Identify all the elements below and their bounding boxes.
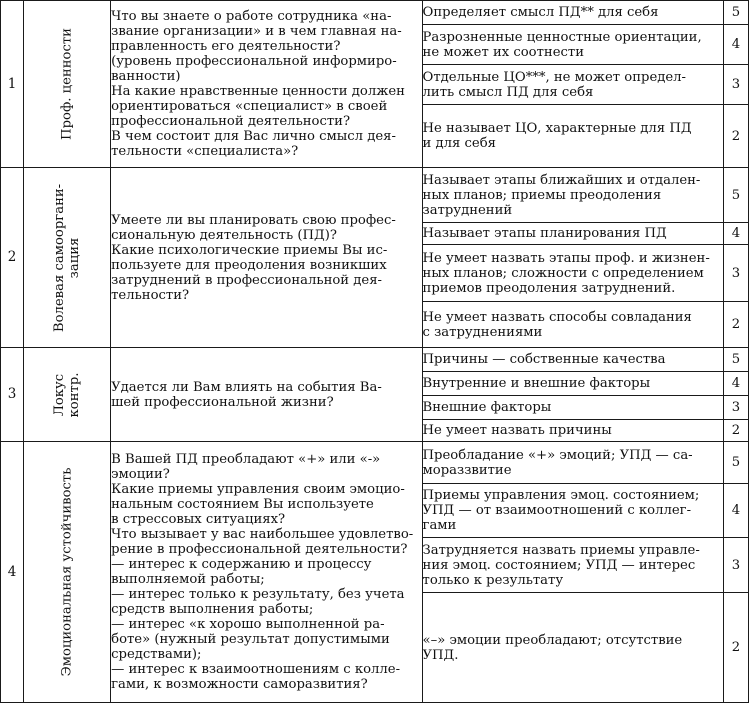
question-line: правленность его деятельности? — [111, 39, 341, 54]
question-line: (уровень профессиональной информиро- — [111, 54, 397, 69]
score-cell: 4 — [723, 372, 748, 396]
table-row — [1, 442, 749, 484]
criterion-cell — [422, 105, 723, 168]
question-line: рение в профессиональной деятельности? — [111, 542, 408, 557]
question-line: эмоции? — [111, 467, 170, 482]
criterion-line: Внутренние и внешние факторы — [422, 376, 651, 391]
criterion-line: только к результату — [422, 572, 564, 588]
section-title-line: Эмоциональная устойчивость — [59, 467, 75, 677]
criterion-line: ния эмоц. состоянием; УПД — интерес — [422, 557, 696, 573]
criterion-line: и для себя — [422, 136, 496, 151]
section-number: 3 — [1, 348, 24, 442]
criterion-cell — [422, 25, 723, 65]
question-line: в стрессовых ситуациях? — [111, 512, 286, 527]
section-questions — [111, 1, 422, 168]
criterion-line: Внешние факторы — [422, 400, 552, 415]
criterion-line: с затруднениями — [422, 324, 543, 340]
question-line: — интерес к содержанию и процессу — [111, 557, 372, 572]
score-cell: 5 — [723, 1, 748, 25]
question-line: — интерес к взаимоотношениям с колле- — [111, 662, 401, 677]
criterion-line: лить смысл ПД для себя — [422, 84, 594, 100]
section-title-line: контр. — [67, 372, 83, 417]
criterion-cell — [422, 593, 723, 703]
table-row — [1, 168, 749, 223]
question-line: тельности? — [111, 287, 190, 303]
score-cell: 2 — [723, 593, 748, 703]
score-cell: 3 — [723, 538, 748, 593]
question-line: Умеете ли вы планировать свою профес- — [111, 212, 396, 228]
score-cell: 2 — [723, 105, 748, 168]
question-line: Что вы знаете о работе сотрудника «на- — [111, 9, 392, 24]
criterion-line: приемов преодоления затруднений. — [422, 280, 676, 296]
question-line: Какие приемы управления своим эмоцио- — [111, 482, 405, 497]
criterion-line: УПД — от взаимоотношений с коллег- — [422, 503, 692, 518]
section-title — [24, 442, 111, 703]
criterion-cell — [422, 65, 723, 105]
question-line: В Вашей ПД преобладают «+» или «-» — [111, 452, 381, 467]
section-title-line: Локус — [52, 373, 68, 416]
question-line: звание организации» и в чем главная на- — [111, 24, 402, 39]
section-title — [24, 348, 111, 442]
criterion-cell — [422, 245, 723, 302]
criterion-line: Затрудняется назвать приемы управле- — [422, 542, 700, 558]
section-title-line: зация — [67, 237, 83, 278]
score-cell: 3 — [723, 396, 748, 420]
question-line: пользуете для преодоления возникших — [111, 257, 387, 273]
criterion-line: гами — [422, 518, 457, 533]
criterion-line: Разрозненные ценностные ориентации, — [422, 29, 702, 45]
question-line: гами, к возможности саморазвития? — [111, 677, 368, 692]
criterion-line: Не называет ЦО, характерные для ПД — [422, 121, 692, 136]
question-line: Удается ли Вам влиять на события Ва- — [111, 379, 382, 395]
question-line: профессиональной деятельности? — [111, 114, 351, 129]
criterion-line: Определяет смысл ПД** для себя — [422, 5, 659, 20]
section-number: 4 — [1, 442, 24, 703]
question-line: боте» (нужный результат допустимыми — [111, 632, 390, 647]
criterion-cell — [422, 168, 723, 223]
table-row — [1, 348, 749, 372]
question-line: ванности) — [111, 69, 181, 84]
question-line: выполняемой работы; — [111, 572, 265, 587]
score-cell: 3 — [723, 245, 748, 302]
score-cell: 5 — [723, 168, 748, 223]
criterion-cell — [422, 420, 723, 442]
section-title — [24, 1, 111, 168]
score-cell: 2 — [723, 420, 748, 442]
criterion-line: УПД. — [422, 647, 459, 663]
criterion-cell — [422, 484, 723, 538]
question-line: — интерес только к результату, без учета — [111, 587, 405, 602]
question-line: средств выполнения работы; — [111, 602, 314, 617]
score-cell: 2 — [723, 302, 748, 348]
criterion-line: Приемы управления эмоц. состоянием; — [422, 488, 700, 503]
criterion-cell — [422, 1, 723, 25]
criterion-line: затруднений — [422, 202, 513, 218]
criterion-line: ных планов; сложности с определением — [422, 265, 704, 281]
question-line: Какие психологические приемы Вы ис- — [111, 242, 388, 258]
criterion-line: Отдельные ЦО***, не может определ- — [422, 69, 687, 85]
criterion-line: Называет этапы ближайших и отдален- — [422, 172, 701, 188]
table-row — [1, 1, 749, 25]
criterion-cell — [422, 348, 723, 372]
section-questions — [111, 168, 422, 348]
section-number: 2 — [1, 168, 24, 348]
score-cell: 4 — [723, 25, 748, 65]
section-number: 1 — [1, 1, 24, 168]
question-line: ориентироваться «специалист» в своей — [111, 99, 388, 114]
criterion-line: Называет этапы планирования ПД — [422, 226, 667, 241]
score-cell: 3 — [723, 65, 748, 105]
criterion-cell — [422, 223, 723, 245]
score-cell: 5 — [723, 348, 748, 372]
section-title-line: Проф. ценности — [59, 28, 75, 140]
criterion-line: мораззвитие — [422, 462, 512, 478]
criterion-cell — [422, 396, 723, 420]
score-cell: 4 — [723, 484, 748, 538]
question-line: На какие нравственные ценности должен — [111, 84, 405, 99]
question-line: В чем состоит для Вас лично смысл дея- — [111, 129, 396, 144]
section-questions — [111, 348, 422, 442]
question-line: — интерес «к хорошо выполненной ра- — [111, 617, 385, 632]
criterion-cell — [422, 372, 723, 396]
criterion-line: Преобладание «+» эмоций; УПД — са- — [422, 447, 693, 463]
criterion-line: Причины — собственные качества — [422, 352, 666, 367]
criterion-cell — [422, 442, 723, 484]
section-title-line: Волевая самооргани- — [52, 183, 68, 332]
section-questions — [111, 442, 422, 703]
question-line: нальным состоянием Вы используете — [111, 497, 374, 512]
criterion-line: Не умеет назвать этапы проф. и жизнен- — [422, 250, 710, 266]
criterion-cell — [422, 302, 723, 348]
question-line: средствами); — [111, 647, 202, 662]
criterion-line: ных планов; приемы преодоления — [422, 187, 662, 203]
question-line: затруднений в профессиональной дея- — [111, 272, 382, 288]
question-line: шей профессиональной жизни? — [111, 394, 334, 410]
criterion-line: Не умеет назвать способы совладания — [422, 309, 692, 325]
question-line: тельности «специалиста»? — [111, 144, 299, 159]
score-cell: 5 — [723, 442, 748, 484]
question-line: Что вызывает у вас наибольшее удовлетво- — [111, 527, 414, 542]
criterion-line: «–» эмоции преобладают; отсутствие — [422, 632, 683, 648]
criterion-cell — [422, 538, 723, 593]
criterion-line: не может их соотнести — [422, 44, 584, 60]
score-cell: 4 — [723, 223, 748, 245]
criterion-line: Не умеет назвать причины — [422, 423, 612, 438]
question-line: сиональную деятельность (ПД)? — [111, 227, 337, 243]
section-title — [24, 168, 111, 348]
